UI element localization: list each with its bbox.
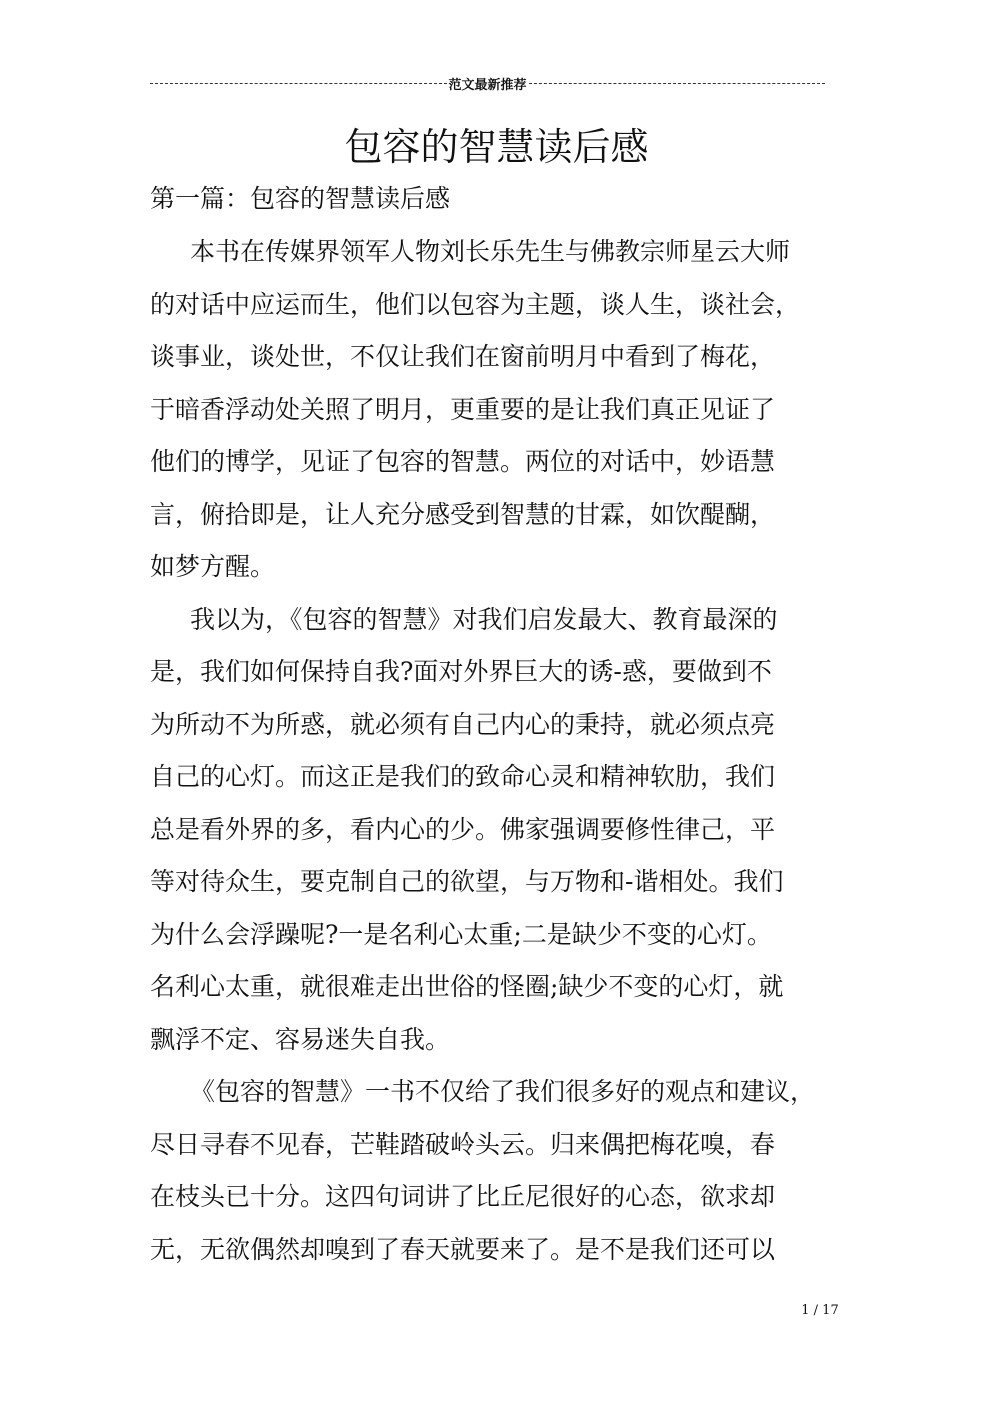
text-line: 名利心太重，就很难走出世俗的怪圈;缺少不变的心灯，就 <box>150 972 784 1001</box>
text-line: 等对待众生，要克制自己的欲望，与万物和-谐相处。我们 <box>150 867 784 896</box>
text-line: 《包容的智慧》一书不仅给了我们很多好的观点和建议， <box>190 1077 816 1106</box>
text-line: 他们的博学，见证了包容的智慧。两位的对话中，妙语慧 <box>150 447 776 476</box>
header-dashed-rule-left <box>150 83 447 84</box>
text-line: 如梦方醒。 <box>150 552 276 581</box>
text-line: 尽日寻春不见春，芒鞋踏破岭头云。归来偶把梅花嗅，春 <box>150 1129 776 1159</box>
text-line: 总是看外界的多，看内心的少。佛家强调要修性律己，平 <box>150 814 776 844</box>
text-line: 飘浮不定、容易迷失自我。 <box>150 1024 451 1054</box>
text-line: 为什么会浮躁呢?一是名利心太重;二是缺少不变的心灯。 <box>150 919 772 949</box>
section-subtitle: 第一篇：包容的智慧读后感 <box>150 184 451 213</box>
page-number: 1 / 17 <box>801 1303 839 1318</box>
text-line: 我以为，《包容的智慧》对我们启发最大、教育最深的 <box>190 604 778 634</box>
text-line: 为所动不为所惑，就必须有自己内心的秉持，就必须点亮 <box>150 709 776 739</box>
header-dashed-rule-right <box>529 83 826 84</box>
text-line: 自己的心灯。而这正是我们的致命心灵和精神软肋，我们 <box>150 762 776 791</box>
text-line: 谈事业，谈处世，不仅让我们在窗前明月中看到了梅花， <box>150 342 776 371</box>
page-header <box>150 72 825 94</box>
text-line: 于暗香浮动处关照了明月，更重要的是让我们真正见证了 <box>150 394 776 424</box>
document-title: 包容的智慧读后感 <box>344 125 649 169</box>
header-label: 范文最新推荐 <box>448 77 527 93</box>
text-line: 本书在传媒界领军人物刘长乐先生与佛教宗师星云大师 <box>190 237 791 266</box>
text-line: 言，俯拾即是，让人充分感受到智慧的甘霖，如饮醍醐， <box>150 499 776 529</box>
text-line: 在枝头已十分。这四句词讲了比丘尼很好的心态，欲求却 <box>150 1182 776 1211</box>
text-line: 无，无欲偶然却嗅到了春天就要来了。是不是我们还可以 <box>150 1234 776 1264</box>
text-line: 是，我们如何保持自我?面对外界巨大的诱-惑，要做到不 <box>150 657 772 686</box>
document-body <box>150 226 850 1276</box>
text-line: 的对话中应运而生，他们以包容为主题，谈人生，谈社会， <box>150 289 801 319</box>
